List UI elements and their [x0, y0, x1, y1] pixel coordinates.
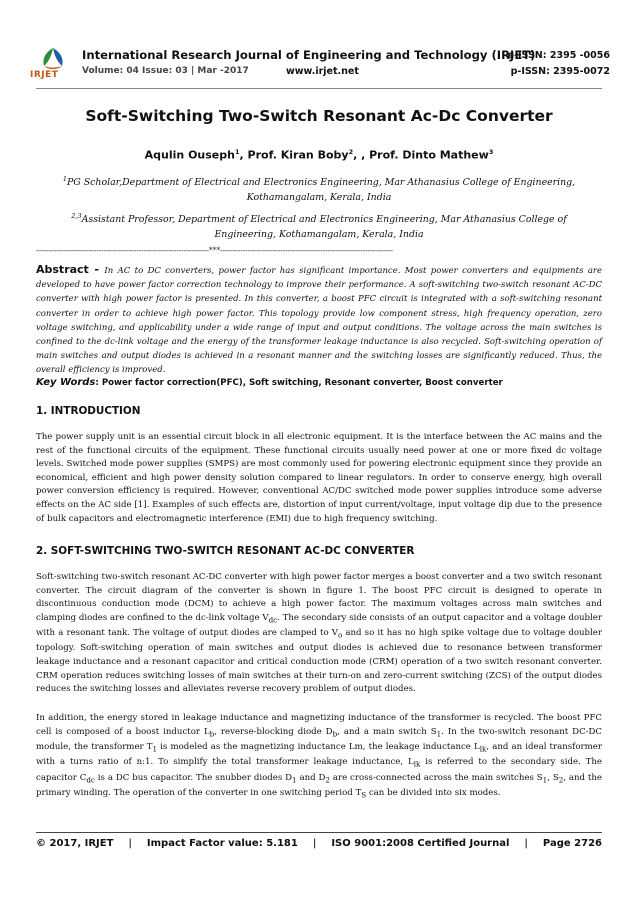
- abstract-text: In AC to DC converters, power factor has significant importance. Most power converters and equipments are developed to have power factor correction technology to improve their performance. A soft-switching two-switch resonant AC-DC converter with high power factor is presented. In this converter, a boost PFC circuit is integrated with a soft-switching resonant converter in order to achieve high power factor. This topology provide low component stress, high frequency operation, zero voltage switching, and applicability under a wide range of input and output conditions. The voltage across the main switches is confined to the dc-link voltage and the energy of the transformer leakage inductance is also recycled. Soft-switching operation of main switches and output diodes is achieved in a resonant manner and the switching losses are significantly reduced. Thus, the overall efficiency is improved.: [36, 266, 602, 376]
- abstract: [36, 263, 602, 378]
- journal-header: [30, 44, 610, 84]
- eissn: e-ISSN: 2395 -0056: [507, 50, 610, 61]
- keywords-label: Key Words: [36, 377, 96, 388]
- footer-separator: |: [524, 838, 528, 849]
- pissn: p-ISSN: 2395-0072: [510, 66, 610, 77]
- section-2-paragraph-1: Soft-switching two-switch resonant AC-DC converter with high power factor merges a boost converter and a two switch resonant converter. The circuit diagram of the converter is shown in figure 1. The boost PFC circuit is designed to operate in discontinuous conduction mode (DCM) to achieve a high power factor. The maximum voltages across main switches and clamping diodes are confined to the dc-link voltage $V_{dc}$. The secondary side consists of an output capacitor and a voltage doubler with a resonant tank. The voltage of output diodes are clamped to $V_o$ and so it has no high spike voltage due to voltage doubler topology. Soft-switching operation of main switches and output diodes is achieved due to resonance between transformer leakage inductance and a resonant capacitor and critical conduction mode (CRM) operation of a two switch resonant converter. CRM operation reduces switching losses of main switches at their turn-on and zero-current switching (ZCS) of the output diodes reduces the switching losses and alleviates reverse recovery problem of output diodes.: [36, 572, 603, 695]
- affiliation-1: $^1$PG Scholar,Department of Electrical and Electronics Engineering, Mar Athanasius College of Engineering, Kothamangalam, Kerala, India: [62, 175, 576, 204]
- section-2-heading: 2. SOFT-SWITCHING TWO-SWITCH RESONANT AC-DC CONVERTER: [36, 545, 415, 557]
- footer-copyright: © 2017, IRJET: [36, 838, 114, 849]
- author-3: , , Prof. Dinto Mathew: [353, 148, 489, 162]
- footer-impact-factor: Impact Factor value: 5.181: [146, 838, 298, 849]
- footer-separator: |: [128, 838, 132, 849]
- author-list: Aqulin Ouseph$^1$, Prof. Kiran Boby$^2$, , Prof. Dinto Mathew$^3$: [144, 148, 494, 162]
- journal-website-link[interactable]: www.irjet.net: [286, 66, 359, 77]
- section-1-heading: 1. INTRODUCTION: [36, 405, 141, 417]
- separator-line: ---------------------------------------------------------------------***---------------------------------------------------------------------: [36, 246, 393, 255]
- section-2-paragraph-2: In addition, the energy stored in leakage inductance and magnetizing inductance of the transformer is recycled. The boost PFC cell is composed of a boost inductor $L_b$, reverse-blocking diode $D_b$, and a main switch $S_1$. In the two-switch resonant DC-DC module, the transformer $T_1$ is modeled as the magnetizing inductance Lm, the leakage inductance $L_{lk}$, and an ideal transformer with a turns ratio of n:1. To simplify the total transformer leakage inductance, $L_{lk}$ is referred to the secondary side. The capacitor $C_{dc}$ is a DC bus capacitor. The snubber diodes $D_1$ and $D_2$ are cross-connected across the main switches $S_1$, $S_2$, and the primary winding. The operation of the converter in one switching period $T_S$ can be divided into six modes.: [36, 713, 603, 800]
- header-divider: [36, 88, 602, 89]
- author-1: Aqulin Ouseph: [144, 148, 235, 162]
- footer-iso: ISO 9001:2008 Certified Journal: [331, 838, 510, 849]
- journal-name: International Research Journal of Engineering and Technology (IRJET): [82, 48, 536, 62]
- footer-page-number: Page 2726: [542, 838, 602, 849]
- affiliation-2: $^{2,3}$Assistant Professor, Department of Electrical and Electronics Engineering, Mar Athanasius College of Engineering, Kothamangalam, Kerala, India: [71, 212, 567, 241]
- section-1-text: The power supply unit is an essential circuit block in all electronic equipment. It is the interface between the AC mains and the rest of the functional circuits of the equipment. These functional circuits usually need power at one or more fixed dc voltage levels. Switched mode power supplies (SMPS) are most commonly used for powering electronic equipment since they provide an economical, efficient and high power density solution compared to linear regulators. In order to conserve energy, high overall power conversion efficiency is required. However, conventional AC/DC switched mode power supplies introduce some adverse effects on the AC side [1]. Examples of such effects are, distortion of input current/voltage, input voltage dip due to the presence of bulk capacitors and electromagnetic interference (EMI) due to high frequency switching.: [36, 432, 602, 524]
- keywords: [36, 377, 602, 388]
- paper-title: Soft-Switching Two-Switch Resonant Ac-Dc Converter: [85, 107, 553, 125]
- keywords-text: : Power factor correction(PFC), Soft switching, Resonant converter, Boost converter: [95, 378, 503, 388]
- volume-issue: Volume: 04 Issue: 03 | Mar -2017: [82, 66, 249, 76]
- author-2: , Prof. Kiran Boby: [239, 148, 349, 162]
- abstract-label: Abstract -: [36, 263, 105, 276]
- logo-text: IRJET: [30, 70, 59, 80]
- footer-separator: |: [312, 838, 317, 849]
- page-footer: [36, 838, 602, 849]
- footer-divider: [36, 832, 602, 833]
